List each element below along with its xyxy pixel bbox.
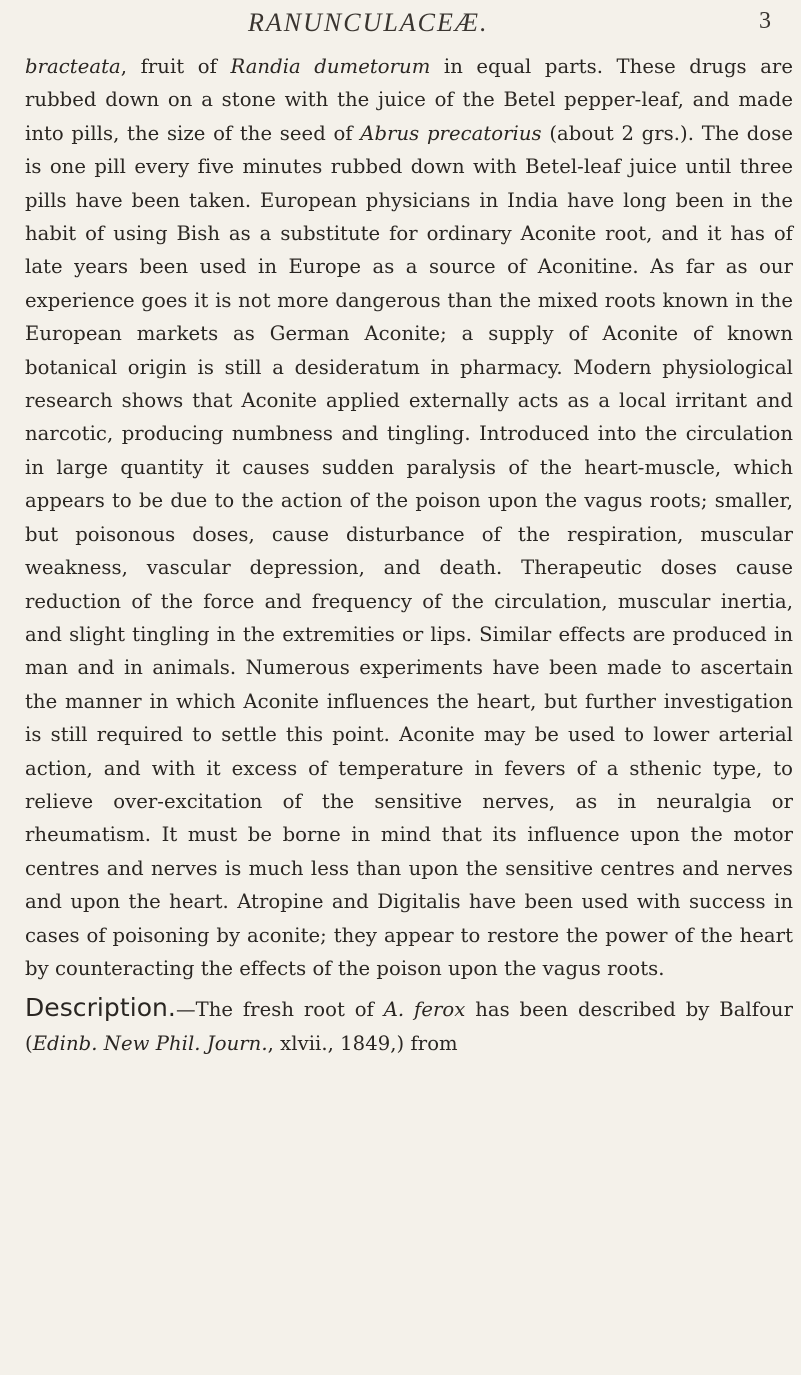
page-header <box>0 6 801 46</box>
page-number: 3 <box>759 8 771 34</box>
section-heading: Description. <box>25 993 176 1023</box>
text-run: (about 2 grs.). The dose is one pill every five minutes rubbed down with Betel-leaf juice until three pills have been taken. European physicians in India have long been in the habit of using Bish as a substitute for ordinary Aconite root, and it has of late years been used in Europe as a source of Aconitine. As far as our experience goes it is not more dangerous than the mixed roots known in the European markets as German Aconite; a supply of Aconite of known botanical origin is still a desideratum in pharmacy. Modern physiological research shows that Aconite applied externally acts as a local irritant and narcotic, producing numbness and tingling. Introduced into the circulation in large quantity it causes sudden paralysis of the heart-muscle, which appears to be due to the action of the poison upon the vagus roots; smaller, but poisonous doses, cause disturbance of the respiration, muscular weakness, vascular depression, and death. Therapeutic doses cause reduction of the force and frequency of the circulation, muscular inertia, and slight tingling in the extremities or lips. Similar effects are produced in man and in animals. Numerous experiments have been made to ascertain the manner in which Aconite influences the heart, but further investigation is still required to settle this point. Aconite may be used to lower arterial action, and with it excess of temperature in fevers of a sthenic type, to relieve over-excitation of the sensitive nerves, as in neuralgia or rheumatism. It must be borne in mind that its influence upon the motor centres and nerves is much less than upon the sensitive centres and nerves and upon the heart. Atropine and Digitalis have been used with success in cases of poisoning by aconite; they appear to restore the power of the heart by counteracting the effects of the poison upon the vagus roots. <box>25 121 793 980</box>
body-text <box>25 50 793 1060</box>
text-run: has been described by Balfour ( <box>25 998 794 1055</box>
text-run: in equal parts. These drugs are rubbed down on a stone with the juice of the Betel pepper-leaf, and made into pills, the size of the seed of <box>25 55 793 145</box>
text-run: , xlvii., 1849,) from <box>267 1031 458 1055</box>
running-head: RANUNCULACEÆ. <box>248 8 489 37</box>
text-run: , fruit of <box>120 55 231 78</box>
italic-term: bracteata <box>25 55 121 78</box>
citation-journal: Edinb. New Phil. Journ. <box>32 1031 268 1055</box>
text-run: —The fresh root of <box>175 998 384 1022</box>
paragraph <box>25 50 793 985</box>
italic-term: Abrus precatorius <box>360 121 542 145</box>
italic-term: A. ferox <box>383 998 466 1022</box>
italic-term: Randia dumetorum <box>230 55 431 78</box>
description-paragraph <box>25 991 793 1060</box>
